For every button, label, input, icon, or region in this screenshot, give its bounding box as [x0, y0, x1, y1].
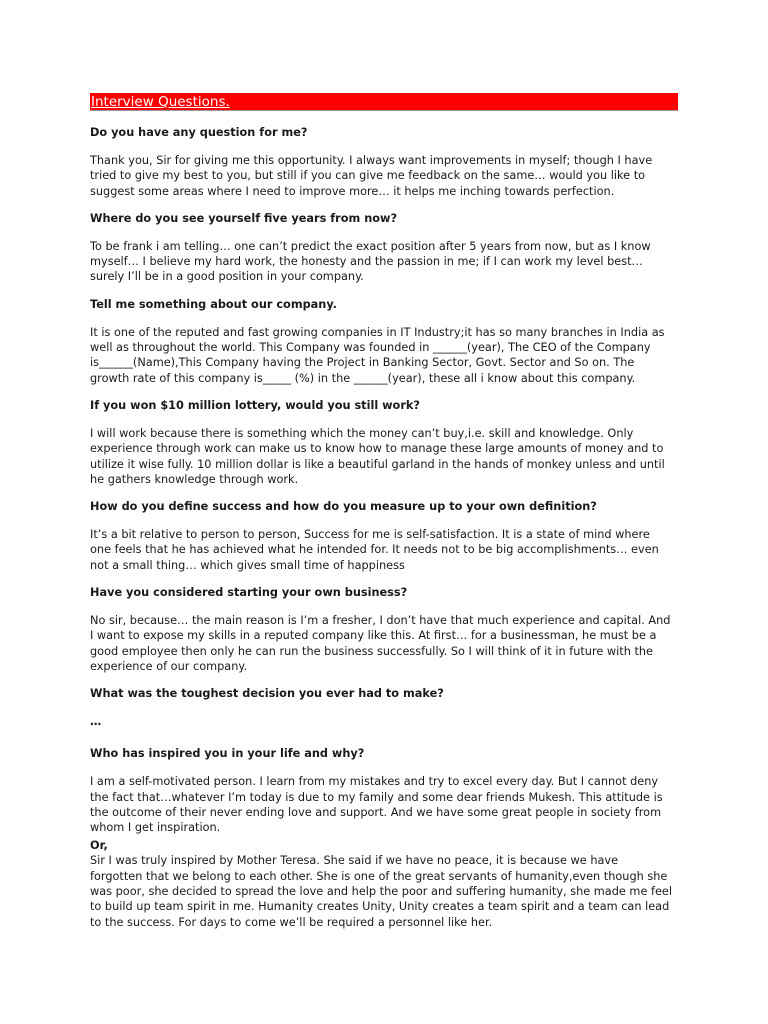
- answer-line: I am a self-motivated person. I learn from my mistakes and try to excel every day. But I cannot deny: [90, 775, 659, 789]
- answer-line: No sir, because… the main reason is I’m a fresher, I don’t have that much experience and capital. And: [90, 614, 671, 628]
- answer-line: I want to expose my skills in a reputed company like this. At first… for a businessman, he must be a: [90, 629, 657, 643]
- qa-block: [90, 499, 678, 573]
- answer-line: Sir I was truly inspired by Mother Teresa. She said if we have no peace, it is because we have: [90, 854, 619, 868]
- answer-line: whom I get inspiration.: [90, 821, 221, 835]
- qa-block: [90, 746, 678, 930]
- qa-block: [90, 297, 678, 386]
- qa-block: [90, 398, 678, 487]
- answer-line: I will work because there is something which the money can’t buy,i.e. skill and knowledge. Only: [90, 426, 634, 440]
- answer-line: the fact that…whatever I’m today is due to my family and some dear friends Mukesh. This attitude is: [90, 790, 663, 804]
- answer-line: suggest some areas where I need to improve more… it helps me inching towards perfection.: [90, 184, 615, 198]
- question-heading: Have you considered starting your own business?: [90, 586, 408, 600]
- question-heading: Tell me something about our company.: [90, 297, 337, 311]
- answer-line: To be frank i am telling… one can’t predict the exact position after 5 years from now, but as I know: [90, 239, 651, 253]
- answer-line: to the success. For days to come we’ll be required a personnel like her.: [90, 915, 493, 929]
- answer-line: myself… I believe my hard work, the honesty and the passion in me; if I can work my level best…: [90, 255, 643, 269]
- answer-line: It is one of the reputed and fast growing companies in IT Industry;it has so many branches in India as: [90, 325, 665, 339]
- qa-block: [90, 211, 678, 285]
- answer-paragraph: [90, 239, 680, 285]
- answer-ellipsis: …: [90, 715, 102, 729]
- qa-block: [90, 125, 678, 199]
- question-heading: Do you have any question for me?: [90, 126, 308, 139]
- or-label: Or,: [90, 839, 108, 853]
- answer-line: surely I’ll be in a good position in your company.: [90, 270, 364, 284]
- qa-block: [90, 585, 678, 674]
- document-title: Interview Questions.: [91, 94, 230, 110]
- answer-line: Thank you, Sir for giving me this opportunity. I always want improvements in myself; though I have: [90, 154, 653, 167]
- answer-line: well as throughout the world. This Company was founded in ______(year), The CEO of the Company: [90, 341, 651, 355]
- answer-line: was poor, she decided to spread the love and help the poor and suffering humanity, she made me feel: [90, 885, 672, 899]
- question-heading: What was the toughest decision you ever had to make?: [90, 687, 444, 701]
- question-heading: Where do you see yourself five years from now?: [90, 211, 397, 225]
- qa-block: [90, 686, 678, 729]
- question-heading: If you won $10 million lottery, would you still work?: [90, 398, 420, 412]
- answer-line: experience through work can make us to know how to manage these large amounts of money and to: [90, 442, 664, 456]
- question-heading: How do you define success and how do you measure up to your own definition?: [90, 500, 597, 514]
- answer-paragraph: [90, 774, 680, 930]
- answer-line: It’s a bit relative to person to person, Success for me is self-satisfaction. It is a state of mind where: [90, 528, 650, 542]
- answer-line: not a small thing… which gives small time of happiness: [90, 558, 405, 572]
- answer-line: to build up team spirit in me. Humanity creates Unity, Unity creates a team spirit and a team can lead: [90, 900, 670, 914]
- answer-line: forgotten that we belong to each other. She is one of the great servants of humanity,even though she: [90, 869, 668, 883]
- title-banner: [90, 93, 678, 111]
- answer-paragraph: [90, 613, 680, 674]
- answer-paragraph: [90, 325, 680, 386]
- question-heading: Who has inspired you in your life and why?: [90, 747, 365, 761]
- qa-list: [90, 125, 678, 930]
- answer-line: utilize it wise fully. 10 million dollar is like a beautiful garland in the hands of monkey unless and until: [90, 457, 665, 471]
- answer-line: one feels that he has achieved what he intended for. It needs not to be big accomplishments… even: [90, 543, 659, 557]
- answer-paragraph: [90, 153, 680, 199]
- answer-line: growth rate of this company is_____ (%) in the ______(year), these all i know about this company.: [90, 371, 636, 385]
- answer-line: the outcome of their never ending love and support. And we have some great people in society from: [90, 805, 662, 819]
- answer-line: he gathers knowledge through work.: [90, 472, 299, 486]
- answer-line: good employee then only he can run the business successfully. So I will think of it in future with the: [90, 644, 653, 658]
- answer-line: is______(Name),This Company having the Project in Banking Sector, Govt. Sector and So on. The: [90, 356, 635, 370]
- answer-line: tried to give my best to you, but still if you can give me feedback on the same… would you like to: [90, 169, 646, 183]
- answer-line: experience of our company.: [90, 659, 248, 673]
- answer-paragraph: [90, 426, 680, 487]
- answer-paragraph: [90, 527, 680, 573]
